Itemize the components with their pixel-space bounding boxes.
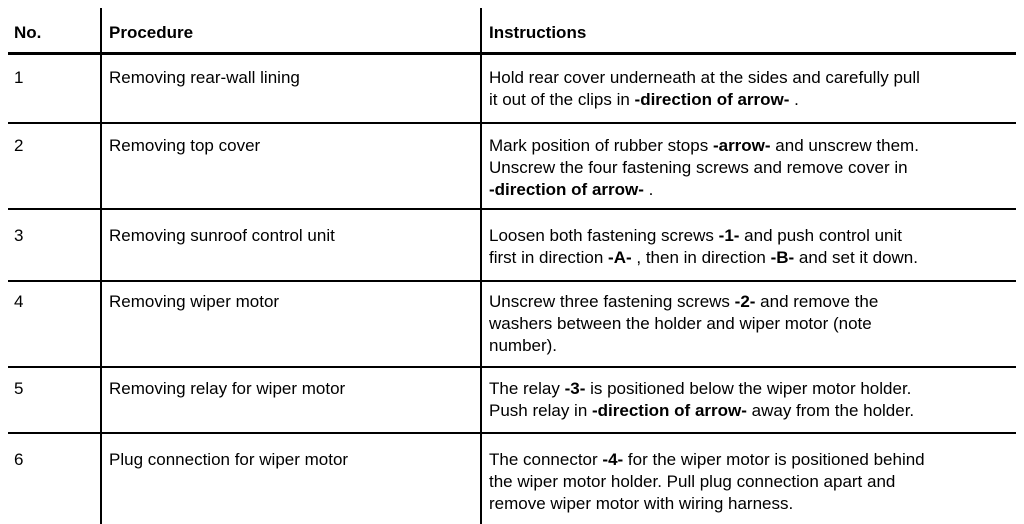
row-number: 3 <box>14 226 24 245</box>
instruction-text: the wiper motor holder. Pull plug connection apart and <box>489 472 896 491</box>
row-procedure: Removing top cover <box>109 136 261 155</box>
instruction-emphasis: -arrow- <box>712 136 771 155</box>
instruction-text: away from the holder. <box>746 401 915 420</box>
row-instructions <box>489 67 920 111</box>
instruction-emphasis: -2- <box>734 292 756 311</box>
row-instructions <box>489 449 925 515</box>
row-number: 4 <box>14 292 24 311</box>
row-number: 2 <box>14 136 24 155</box>
instruction-text: The relay <box>489 379 565 398</box>
row-number: 6 <box>14 450 24 469</box>
instruction-emphasis: -4- <box>602 450 624 469</box>
instruction-emphasis: -1- <box>718 226 740 245</box>
column-divider-1 <box>100 8 102 524</box>
row-divider <box>8 122 1016 124</box>
header-procedure: Procedure <box>109 23 194 42</box>
instruction-text: . <box>789 90 799 109</box>
instruction-line <box>489 400 914 422</box>
instruction-text: Unscrew the four fastening screws and remove cover in <box>489 158 908 177</box>
instruction-text: for the wiper motor is positioned behind <box>623 450 925 469</box>
row-number: 5 <box>14 379 24 398</box>
instruction-text: Mark position of rubber stops <box>489 136 713 155</box>
instruction-text: Loosen both fastening screws <box>489 226 719 245</box>
instruction-text: and remove the <box>755 292 879 311</box>
row-procedure: Plug connection for wiper motor <box>109 450 349 469</box>
instruction-emphasis: -B- <box>770 248 795 267</box>
row-divider <box>8 366 1016 368</box>
instruction-line <box>489 247 918 269</box>
row-divider <box>8 432 1016 434</box>
instruction-text: , then in direction <box>631 248 771 267</box>
instruction-emphasis: -direction of arrow- <box>489 180 644 199</box>
instruction-line <box>489 67 920 89</box>
instruction-text: Hold rear cover underneath at the sides and carefully pull <box>489 68 920 87</box>
instruction-text: and unscrew them. <box>770 136 919 155</box>
instruction-line <box>489 89 920 111</box>
row-instructions <box>489 378 914 422</box>
instruction-emphasis: -A- <box>608 248 632 267</box>
row-instructions <box>489 225 918 269</box>
row-procedure: Removing rear-wall lining <box>109 68 300 87</box>
instruction-line <box>489 157 919 179</box>
instruction-text: number). <box>489 336 558 355</box>
instruction-line <box>489 471 925 493</box>
instruction-text: first in direction <box>489 248 609 267</box>
instruction-text: washers between the holder and wiper motor (note <box>489 314 872 333</box>
instruction-emphasis: -direction of arrow- <box>634 90 790 109</box>
instruction-line <box>489 291 878 313</box>
row-divider <box>8 280 1016 282</box>
header-instructions: Instructions <box>489 23 587 42</box>
header-rule <box>8 52 1016 55</box>
instruction-text: Unscrew three fastening screws <box>489 292 735 311</box>
instruction-text: and push control unit <box>739 226 902 245</box>
row-divider <box>8 208 1016 210</box>
instruction-text: The connector <box>489 450 603 469</box>
instruction-text: it out of the clips in <box>489 90 635 109</box>
column-divider-2 <box>480 8 482 524</box>
instruction-text: . <box>643 180 654 199</box>
row-instructions <box>489 291 878 357</box>
instruction-text: Push relay in <box>489 401 592 420</box>
instruction-line <box>489 335 878 357</box>
row-procedure: Removing sunroof control unit <box>109 226 335 245</box>
instruction-emphasis: -3- <box>564 379 586 398</box>
instruction-emphasis: -direction of arrow- <box>592 401 747 420</box>
instruction-text: remove wiper motor with wiring harness. <box>489 494 794 513</box>
instruction-line <box>489 179 919 201</box>
instruction-line <box>489 493 925 515</box>
instruction-line <box>489 378 914 400</box>
row-number: 1 <box>14 68 24 87</box>
header-no: No. <box>14 23 42 42</box>
row-instructions <box>489 135 919 201</box>
instruction-text: is positioned below the wiper motor holder. <box>585 379 912 398</box>
row-procedure: Removing relay for wiper motor <box>109 379 346 398</box>
instruction-line <box>489 225 918 247</box>
instruction-line <box>489 313 878 335</box>
instruction-text: and set it down. <box>794 248 918 267</box>
instruction-line <box>489 135 919 157</box>
instruction-line <box>489 449 925 471</box>
row-procedure: Removing wiper motor <box>109 292 280 311</box>
